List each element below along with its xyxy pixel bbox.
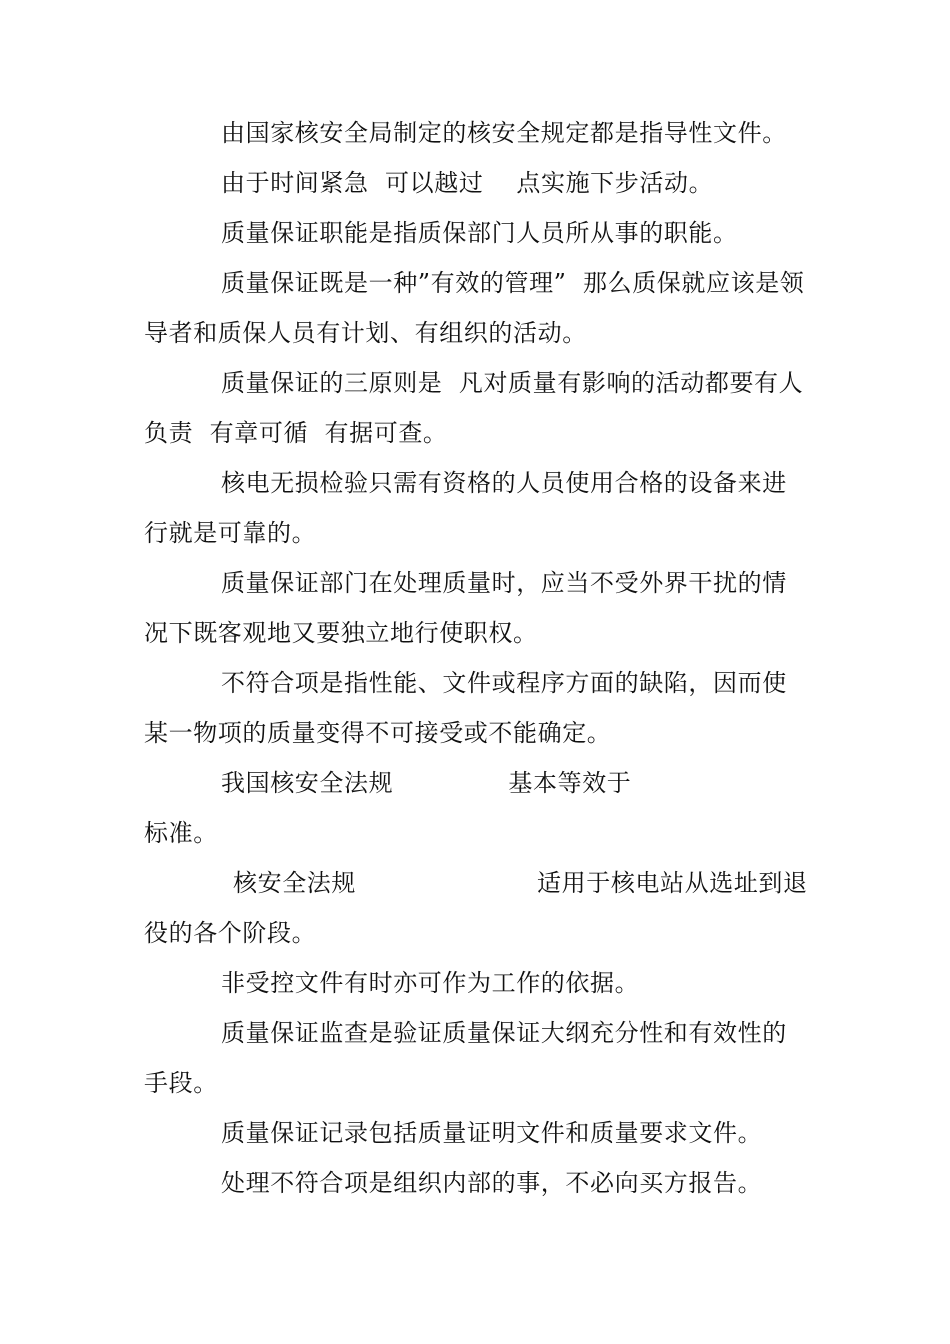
paragraph-13: 质量保证记录包括质量证明文件和质量要求文件。 (221, 1119, 763, 1147)
paragraph-12: 质量保证监查是验证质量保证大纲充分性和有效性的手段。 (144, 1019, 787, 1097)
paragraph-9: 我国核安全法规 基本等效于 (221, 769, 632, 797)
paragraph-7: 质量保证部门在处理质量时，应当不受外界干扰的情况下既客观地又要独立地行使职权。 (144, 569, 787, 647)
paragraph-6: 核电无损检验只需有资格的人员使用合格的设备来进行就是可靠的。 (144, 469, 787, 547)
paragraph-1: 由国家核安全局制定的核安全规定都是指导性文件。 (221, 119, 787, 147)
paragraph-9-continuation: 标准。 (144, 819, 218, 847)
paragraph-2: 由于时间紧急 可以越过 点实施下步活动。 (221, 169, 714, 197)
paragraph-4: 质量保证既是一种”有效的管理” 那么质保就应该是领导者和质保人员有计划、有组织的活动。 (144, 269, 805, 347)
paragraph-11: 非受控文件有时亦可作为工作的依据。 (221, 969, 640, 997)
document-body (144, 108, 808, 1208)
paragraph-14: 处理不符合项是组织内部的事，不必向买方报告。 (221, 1169, 763, 1197)
paragraph-10: 核安全法规 适用于核电站从选址到退役的各个阶段。 (144, 869, 808, 947)
paragraph-3: 质量保证职能是指质保部门人员所从事的职能。 (221, 219, 738, 247)
paragraph-5: 质量保证的三原则是 凡对质量有影响的活动都要有人负责 有章可循 有据可查。 (144, 369, 804, 447)
paragraph-8: 不符合项是指性能、文件或程序方面的缺陷，因而使某一物项的质量变得不可接受或不能确定。 (144, 669, 787, 747)
